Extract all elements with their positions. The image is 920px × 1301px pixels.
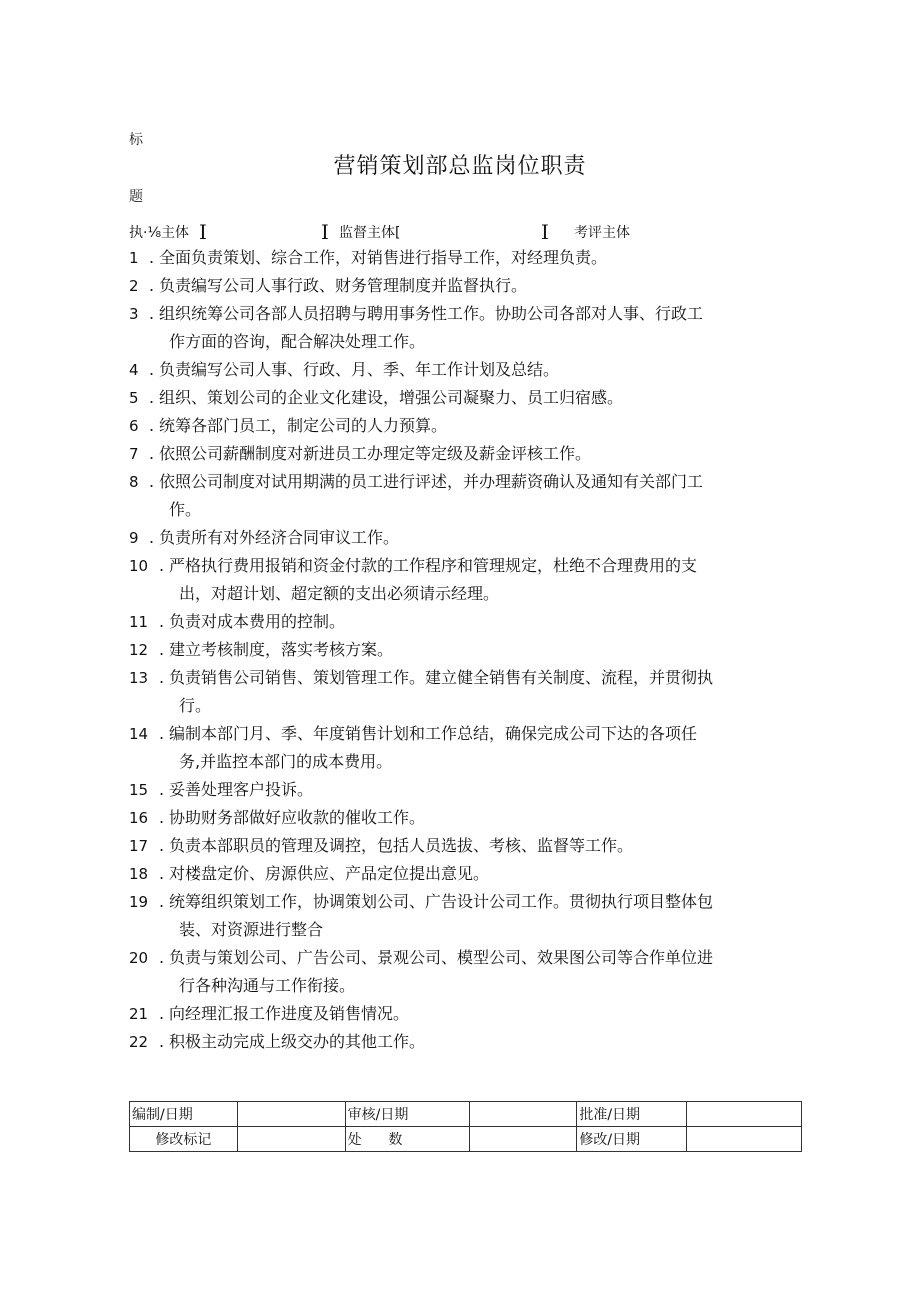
- duty-text-line: 统筹组织策划工作，协调策划公司、广告设计公司工作。贯彻执行项目整体包: [169, 892, 714, 911]
- duty-number: 18: [129, 865, 149, 883]
- duty-dot: .: [159, 556, 165, 575]
- duty-text: [159, 440, 809, 468]
- reviewed-date-value: [469, 1102, 577, 1127]
- duty-number: 12: [129, 641, 149, 659]
- duty-text: [159, 356, 809, 384]
- duty-text: [159, 272, 809, 300]
- duty-text-line: 负责本部职员的管理及调控，包括人员选拔、考核、监督等工作。: [169, 836, 634, 855]
- page-title: 营销策划部总监岗位职责: [333, 154, 587, 179]
- duty-text-continuation: 行各种沟通与工作衔接。: [179, 976, 356, 995]
- duty-number: 8: [129, 473, 139, 491]
- duty-dot: .: [159, 612, 165, 631]
- duty-number: 6: [129, 417, 139, 435]
- duty-number: 17: [129, 837, 149, 855]
- duty-list: [129, 244, 809, 1056]
- duty-text: [169, 720, 809, 776]
- duty-dot: .: [149, 416, 155, 435]
- duty-text-line: 负责所有对外经济合同审议工作。: [159, 528, 400, 547]
- duty-dot: .: [159, 948, 165, 967]
- duty-text: [159, 384, 809, 412]
- duty-text: [169, 636, 809, 664]
- count-value: [469, 1127, 577, 1152]
- duty-dot: .: [149, 304, 155, 323]
- duty-dot: .: [159, 1004, 165, 1023]
- duty-text-line: 负责编写公司人事、行政、月、季、年工作计划及总结。: [159, 360, 560, 379]
- duty-text-line: 负责销售公司销售、策划管理工作。建立健全销售有关制度、流程，并贯彻执: [169, 668, 714, 687]
- revised-date-value: [687, 1127, 802, 1152]
- count-label: 处 数: [345, 1127, 469, 1152]
- duty-dot: .: [159, 780, 165, 799]
- list-item: [129, 804, 809, 832]
- list-item: [129, 384, 809, 412]
- assess-subject-label: 考评主体: [574, 225, 630, 241]
- duty-dot: .: [149, 444, 155, 463]
- duty-dot: .: [159, 724, 165, 743]
- duty-number: 2: [129, 277, 139, 295]
- ibeam-icon: I: [541, 220, 549, 244]
- duty-text-line: 组织统筹公司各部人员招聘与聘用事务性工作。协助公司各部对人事、行政工: [159, 304, 704, 323]
- duty-text-continuation: 出，对超计划、超定额的支出必须请示经理。: [179, 584, 500, 603]
- duty-text-line: 建立考核制度，落实考核方案。: [169, 640, 394, 659]
- ibeam-icon: I: [199, 220, 207, 244]
- duty-number: 7: [129, 445, 139, 463]
- duty-text: [169, 608, 809, 636]
- duty-text: [169, 776, 809, 804]
- duty-text: [159, 244, 809, 272]
- list-item: [129, 888, 809, 944]
- duty-number: 15: [129, 781, 149, 799]
- duty-text-line: 妥善处理客户投诉。: [169, 780, 314, 799]
- duty-number: 22: [129, 1033, 149, 1051]
- revised-date-label: 修改/日期: [577, 1127, 687, 1152]
- duty-text: [159, 468, 809, 524]
- duty-text: [169, 860, 809, 888]
- list-item: [129, 636, 809, 664]
- duty-text-line: 积极主动完成上级交办的其他工作。: [169, 1032, 426, 1051]
- duty-dot: .: [159, 668, 165, 687]
- ibeam-icon: I: [321, 220, 329, 244]
- duty-number: 11: [129, 613, 149, 631]
- duty-dot: .: [149, 472, 155, 491]
- duty-text-continuation: 装、对资源进行整合: [179, 920, 324, 939]
- list-item: [129, 356, 809, 384]
- approved-date-label: 批准/日期: [577, 1102, 687, 1127]
- duty-text-line: 全面负责策划、综合工作，对销售进行指导工作，对经理负责。: [159, 248, 608, 267]
- duty-text: [169, 832, 809, 860]
- list-item: [129, 860, 809, 888]
- duty-dot: .: [159, 640, 165, 659]
- reviewed-date-label: 审核/日期: [345, 1102, 469, 1127]
- duty-text-line: 统筹各部门员工，制定公司的人力预算。: [159, 416, 448, 435]
- signature-table: [129, 1101, 802, 1152]
- table-row: [130, 1127, 802, 1152]
- exec-subject-label: 执·⅛主体: [129, 225, 190, 241]
- duty-text: [169, 552, 809, 608]
- duty-dot: .: [149, 248, 155, 267]
- compiled-date-value: [237, 1102, 345, 1127]
- duty-number: 9: [129, 529, 139, 547]
- list-item: [129, 272, 809, 300]
- responsibility-subjects: [129, 220, 809, 244]
- duty-text: [169, 1028, 809, 1056]
- duty-dot: .: [159, 808, 165, 827]
- duty-text-continuation: 作。: [169, 500, 202, 519]
- list-item: [129, 440, 809, 468]
- duty-dot: .: [159, 836, 165, 855]
- duty-text-line: 编制本部门月、季、年度销售计划和工作总结，确保完成公司下达的各项任: [169, 724, 698, 743]
- duty-dot: .: [149, 528, 155, 547]
- duty-text-continuation: 作方面的咨询，配合解决处理工作。: [169, 332, 426, 351]
- duty-number: 14: [129, 725, 149, 743]
- list-item: [129, 300, 809, 356]
- duty-text-line: 对楼盘定价、房源供应、产品定位提出意见。: [169, 864, 490, 883]
- compiled-date-label: 编制/日期: [130, 1102, 238, 1127]
- duty-number: 19: [129, 893, 149, 911]
- list-item: [129, 944, 809, 1000]
- duty-text-line: 严格执行费用报销和资金付款的工作程序和管理规定，杜绝不合理费用的支: [169, 556, 698, 575]
- list-item: [129, 832, 809, 860]
- duty-text: [159, 300, 809, 356]
- duty-text-continuation: 务,并监控本部门的成本费用。: [179, 752, 393, 771]
- title-label-bottom: 题: [129, 189, 143, 205]
- duty-text: [169, 888, 809, 944]
- duty-text-line: 依照公司制度对试用期满的员工进行评述，并办理薪资确认及通知有关部门工: [159, 472, 704, 491]
- duty-number: 13: [129, 669, 149, 687]
- title-label-top: 标: [129, 132, 143, 148]
- supervise-subject-label: 监督主体[: [339, 225, 401, 241]
- duty-text: [159, 524, 809, 552]
- list-item: [129, 664, 809, 720]
- duty-text-line: 负责编写公司人事行政、财务管理制度并监督执行。: [159, 276, 528, 295]
- duty-text-line: 负责对成本费用的控制。: [169, 612, 346, 631]
- duty-number: 3: [129, 305, 139, 323]
- duty-text: [159, 412, 809, 440]
- duty-text-line: 向经理汇报工作进度及销售情况。: [169, 1004, 410, 1023]
- duty-number: 16: [129, 809, 149, 827]
- duty-text-line: 负责与策划公司、广告公司、景观公司、模型公司、效果图公司等合作单位进: [169, 948, 714, 967]
- duty-dot: .: [159, 864, 165, 883]
- duty-number: 10: [129, 557, 149, 575]
- duty-dot: .: [159, 892, 165, 911]
- list-item: [129, 720, 809, 776]
- duty-text: [169, 664, 809, 720]
- list-item: [129, 468, 809, 524]
- duty-text-line: 协助财务部做好应收款的催收工作。: [169, 808, 426, 827]
- list-item: [129, 1000, 809, 1028]
- duty-text-continuation: 行。: [179, 696, 212, 715]
- duty-text: [169, 944, 809, 1000]
- list-item: [129, 1028, 809, 1056]
- list-item: [129, 412, 809, 440]
- duty-dot: .: [149, 276, 155, 295]
- list-item: [129, 524, 809, 552]
- duty-text: [169, 1000, 809, 1028]
- list-item: [129, 244, 809, 272]
- list-item: [129, 552, 809, 608]
- duty-text: [169, 804, 809, 832]
- list-item: [129, 608, 809, 636]
- table-row: [130, 1102, 802, 1127]
- duty-number: 4: [129, 361, 139, 379]
- duty-text-line: 依照公司薪酬制度对新进员工办理定等定级及薪金评核工作。: [159, 444, 592, 463]
- revision-mark-value: [237, 1127, 345, 1152]
- duty-number: 1: [129, 249, 139, 267]
- duty-dot: .: [149, 360, 155, 379]
- duty-dot: .: [149, 388, 155, 407]
- duty-number: 5: [129, 389, 139, 407]
- revision-mark-label: 修改标记: [130, 1127, 238, 1152]
- approved-date-value: [687, 1102, 802, 1127]
- duty-number: 20: [129, 949, 149, 967]
- duty-dot: .: [159, 1032, 165, 1051]
- list-item: [129, 776, 809, 804]
- duty-text-line: 组织、策划公司的企业文化建设，增强公司凝聚力、员工归宿感。: [159, 388, 624, 407]
- duty-number: 21: [129, 1005, 149, 1023]
